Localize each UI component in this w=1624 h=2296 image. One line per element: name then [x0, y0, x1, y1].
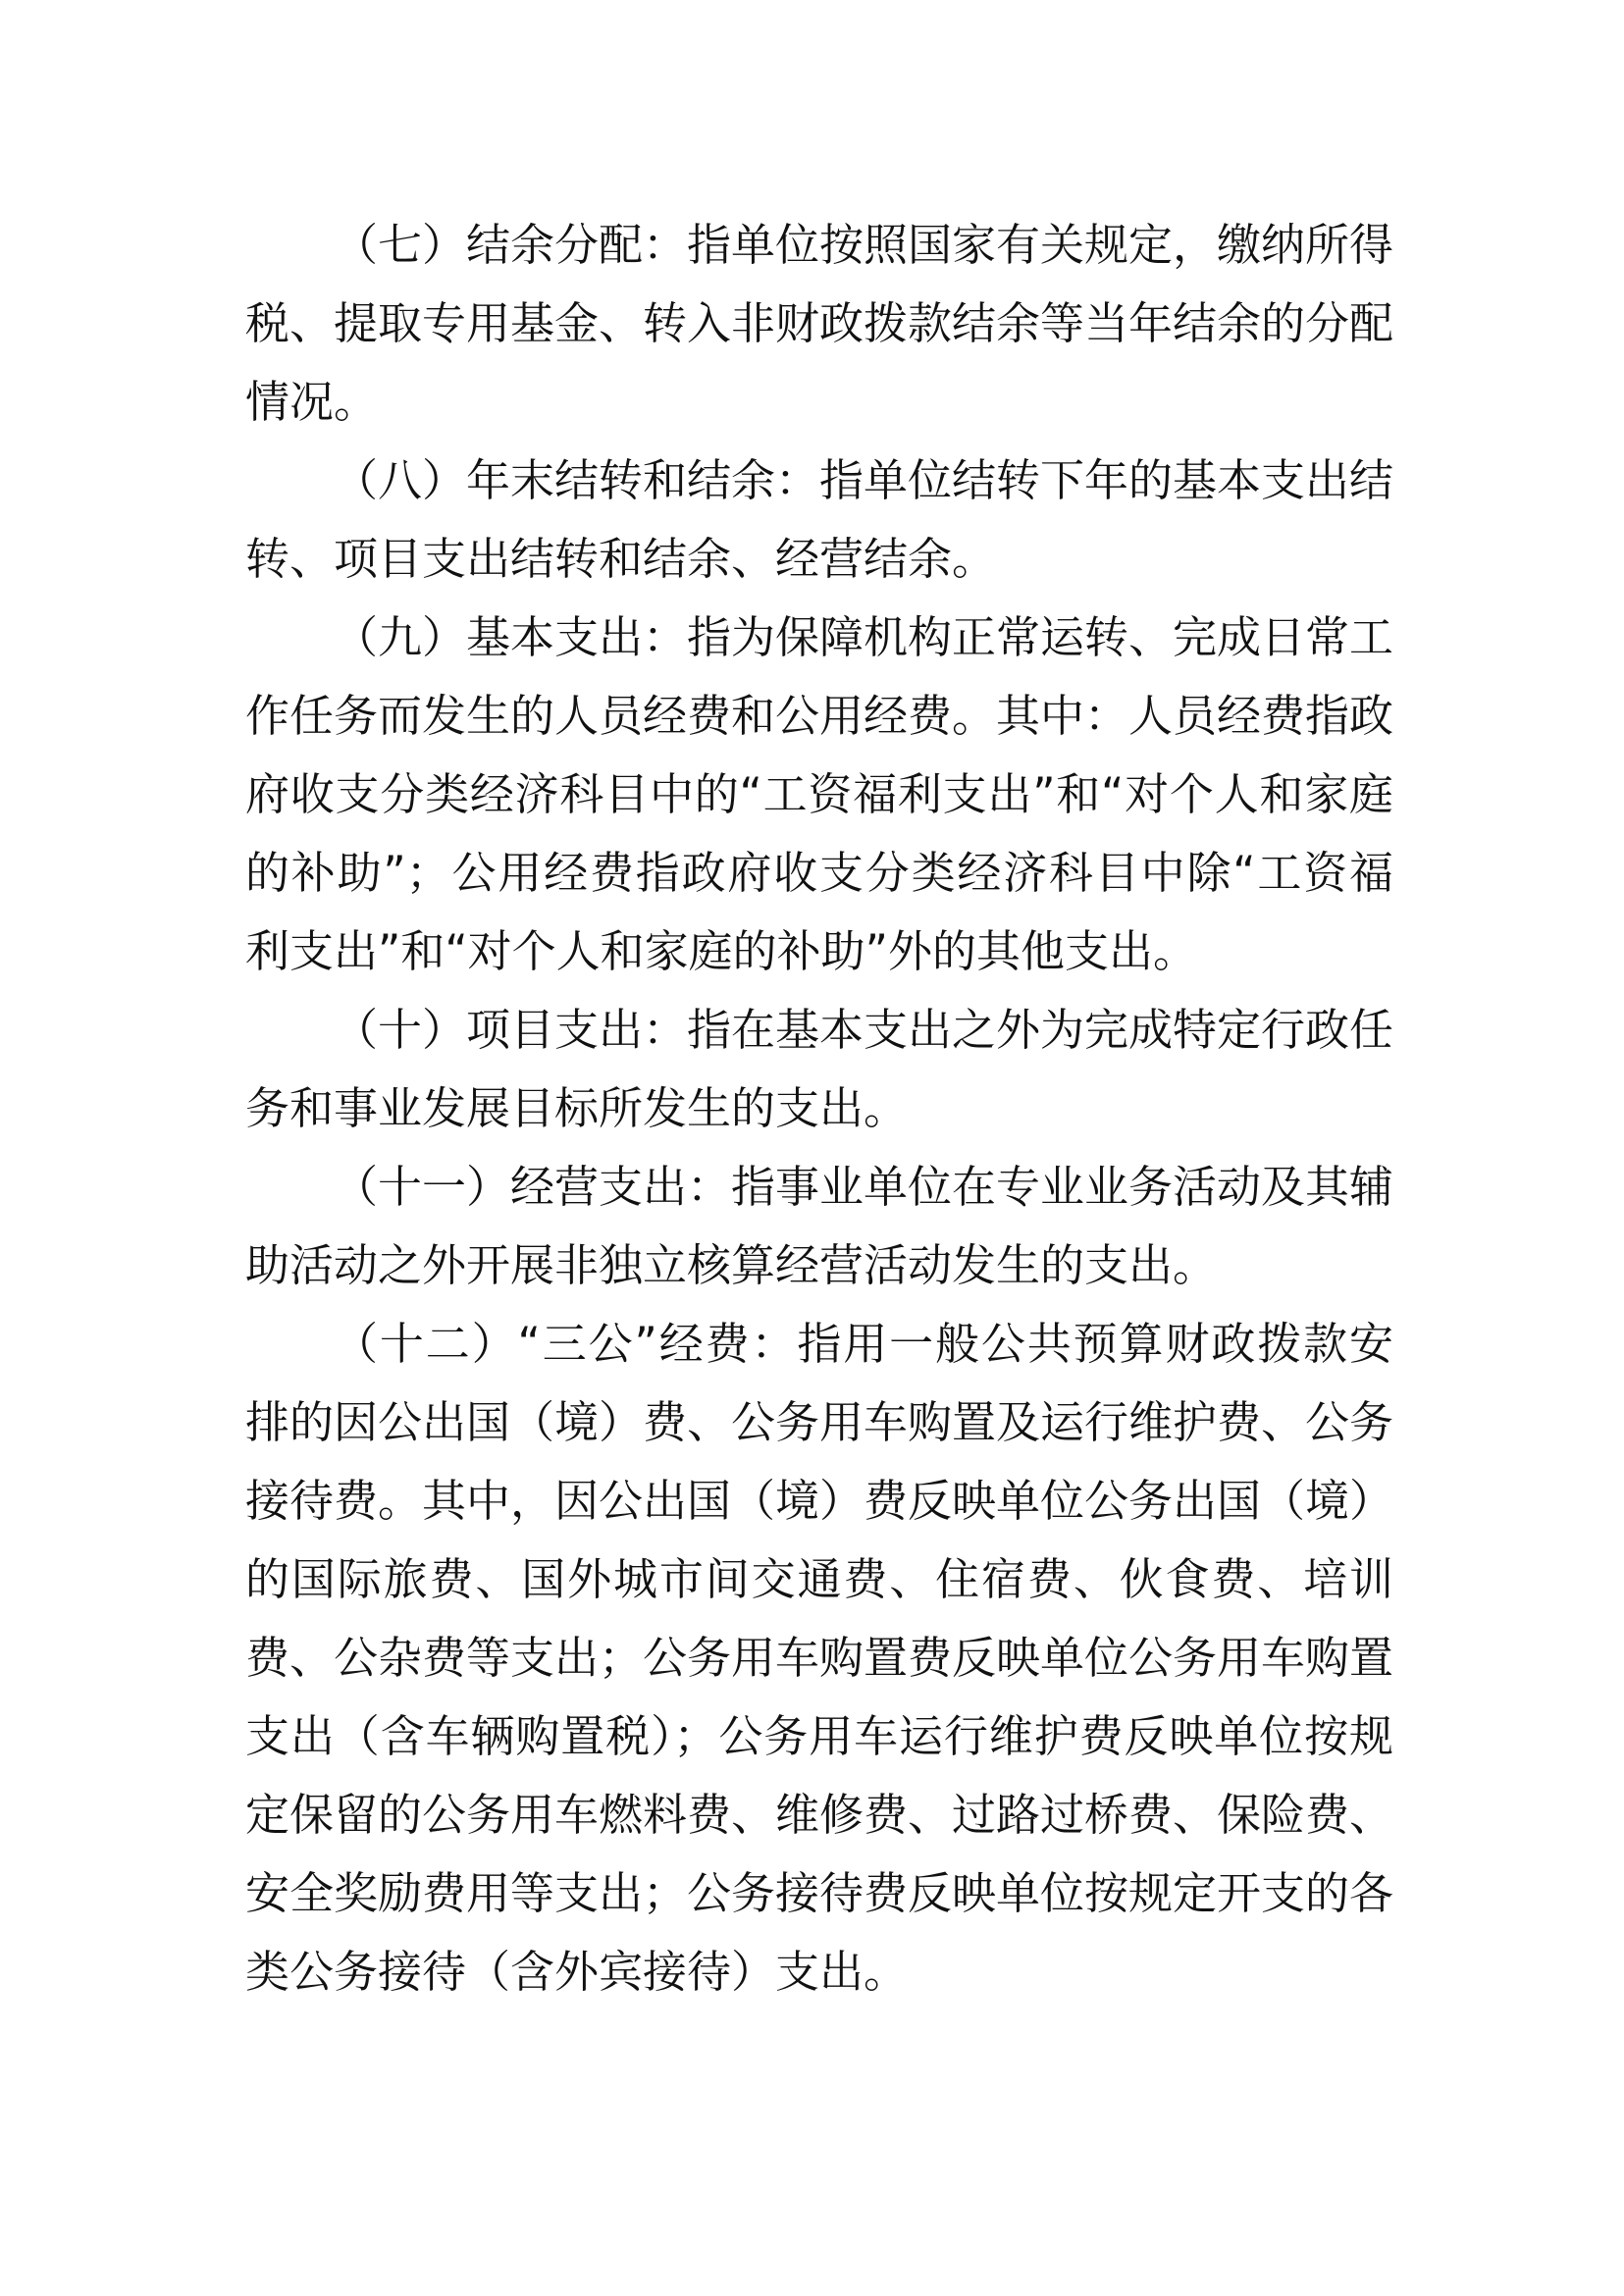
paragraph-11-operating-expenditure: （十一）经营支出：指事业单位在专业业务活动及其辅助活动之外开展非独立核算经营活动发生的支出。	[245, 1161, 1394, 1291]
paragraph-8-year-end-carryover: （八）年末结转和结余：指单位结转下年的基本支出结转、项目支出结转和结余、经营结余。	[245, 454, 1394, 585]
paragraph-7-surplus-distribution: （七）结余分配：指单位按照国家有关规定，缴纳所得税、提取专用基金、转入非财政拨款结余等当年结余的分配情况。	[245, 219, 1394, 428]
paragraph-10-project-expenditure: （十）项目支出：指在基本支出之外为完成特定行政任务和事业发展目标所发生的支出。	[245, 1004, 1394, 1134]
paragraph-12-three-public-expenses: （十二）“三公”经费：指用一般公共预算财政拨款安排的因公出国（境）费、公务用车购置及运行维护费、公务接待费。其中，因公出国（境）费反映单位公务出国（境）的国际旅费、国外城市间交通费、住宿费、伙食费、培训费、公杂费等支出；公务用车购置费反映单位公务用车购置支出（含车辆购置税）；公务用车运行维护费反映单位按规定保留的公务用车燃料费、维修费、过路过桥费、保险费、安全奖励费用等支出；公务接待费反映单位按规定开支的各类公务接待（含外宾接待）支出。	[245, 1318, 1394, 1998]
document-body	[245, 206, 1393, 2011]
paragraph-9-basic-expenditure: （九）基本支出：指为保障机构正常运转、完成日常工作任务而发生的人员经费和公用经费。其中：人员经费指政府收支分类经济科目中的“工资福利支出”和“对个人和家庭的补助”；公用经费指政府收支分类经济科目中除“工资福利支出”和“对个人和家庭的补助”外的其他支出。	[245, 611, 1394, 977]
